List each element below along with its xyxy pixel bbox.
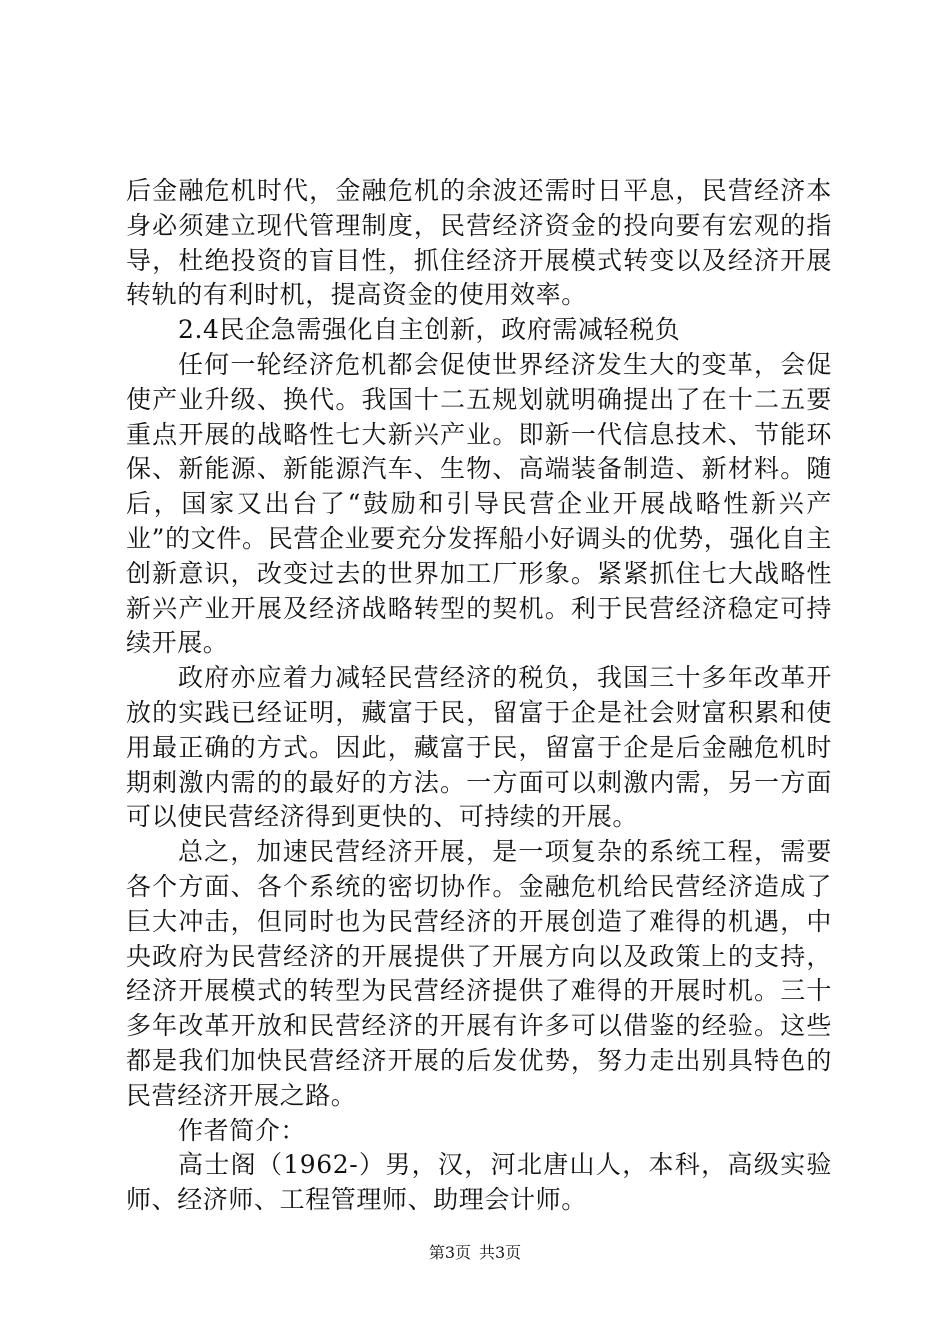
paragraph-conclusion: 总之，加速民营经济开展，是一项复杂的系统工程，需要各个方面、各个系统的密切协作。金融危机给民营经济造成了巨大冲击，但同时也为民营经济的开展创造了难得的机遇，中央政府为民营经济的开展提供了开展方向以及政策上的支持，经济开展模式的转型为民营经济提供了难得的开展时机。三十多年改革开放和民营经济的开展有许多可以借鉴的经验。这些都是我们加快民营经济开展的后发优势，努力走出别具特色的民营经济开展之路。 [126, 837, 832, 1110]
paragraph-innovation: 任何一轮经济危机都会促使世界经济发生大的变革，会促使产业升级、换代。我国十二五规划就明确提出了在十二五要重点开展的战略性七大新兴产业。即新一代信息技术、节能环保、新能源、新能源汽车、生物、高端装备制造、新材料。随后，国家又出台了“鼓励和引导民营企业开展战略性新兴产业”的文件。民营企业要充分发挥船小好调头的优势，强化自主创新意识，改变过去的世界加工厂形象。紧紧抓住七大战略性新兴产业开展及经济战略转型的契机。利于民营经济稳定可持续开展。 [126, 349, 832, 658]
paragraph-continuation: 后金融危机时代，金融危机的余波还需时日平息，民营经济本身必须建立现代管理制度，民营经济资金的投向要有宏观的指导，杜绝投资的盲目性，抓住经济开展模式转变以及经济开展转轨的有利时机，提高资金的使用效率。 [126, 176, 832, 310]
section-heading: 2.4民企急需强化自主创新，政府需减轻税负 [178, 315, 681, 345]
paragraph-tax: 政府亦应着力减轻民营经济的税负，我国三十多年改革开放的实践已经证明，藏富于民，留富于企是社会财富积累和使用最正确的方式。因此，藏富于民，留富于企是后金融危机时期刺激内需的的最好的方法。一方面可以刺激内需，另一方面可以使民营经济得到更快的、可持续的开展。 [126, 663, 832, 832]
document-body [126, 174, 832, 1218]
page-total: 共3页 [479, 1243, 522, 1262]
author-intro-heading: 作者简介： [178, 1115, 307, 1145]
page-number: 第3页 [428, 1243, 471, 1262]
page-footer [0, 1243, 950, 1263]
author-intro-text: 高士阁（1962-）男，汉，河北唐山人，本科，高级实验师、经济师、工程管理师、助理会计师。 [126, 1150, 832, 1215]
